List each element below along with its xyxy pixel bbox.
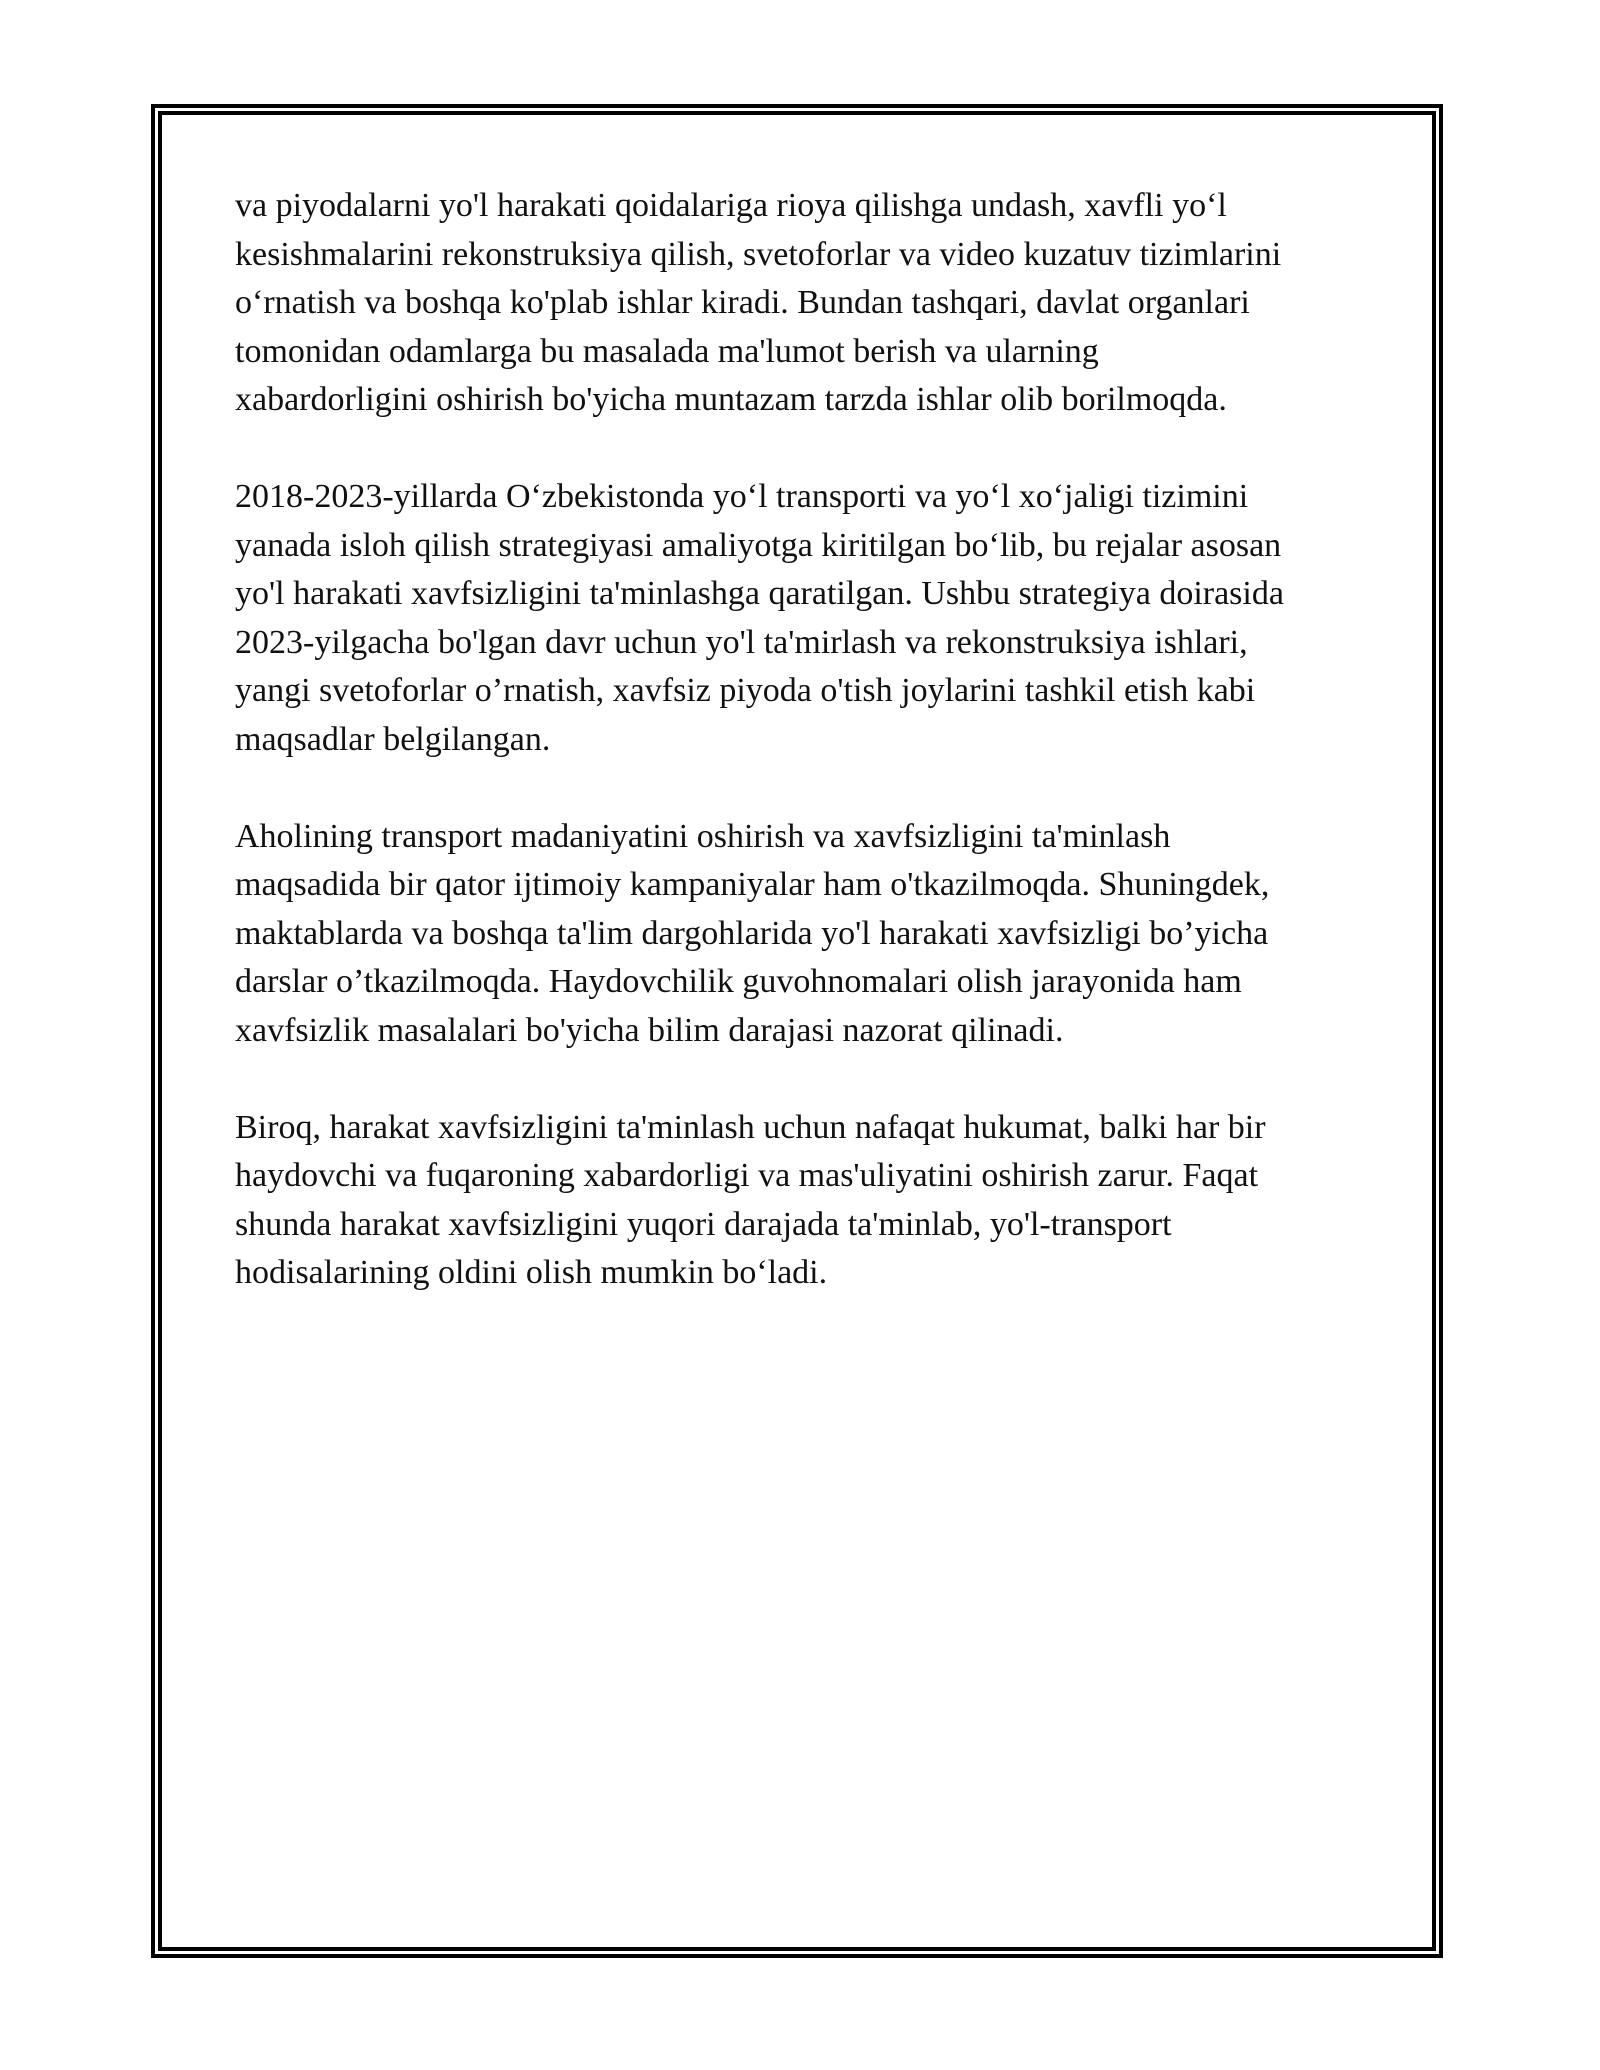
text-line: tomonidan odamlarga bu masalada ma'lumot berish va ularning [235,332,1099,370]
text-line: xavfsizlik masalalari bo'yicha bilim darajasi nazorat qilinadi. [235,1011,1064,1049]
paragraph-2 [235,473,1375,764]
text-line: yanada isloh qilish strategiyasi amaliyotga kiritilgan bo‘lib, bu rejalar asosan [235,526,1282,564]
document-body [235,182,1375,1346]
text-line: 2023-yilgacha bo'lgan davr uchun yo'l ta'mirlash va rekonstruksiya ishlari, [235,623,1248,661]
text-line: haydovchi va fuqaroning xabardorligi va mas'uliyatini oshirish zarur. Faqat [235,1157,1259,1194]
text-line: Aholining transport madaniyatini oshirish va xavfsizligini ta'minlash [235,817,1171,855]
text-line: shunda harakat xavfsizligini yuqori darajada ta'minlab, yo'l-transport [235,1205,1172,1243]
paragraph-4 [235,1104,1375,1298]
text-line: yo'l harakati xavfsizligini ta'minlashga qaratilgan. Ushbu strategiya doirasida [235,575,1284,612]
text-line: va piyodalarni yo'l harakati qoidalariga rioya qilishga undash, xavfli yo‘l [235,187,1227,224]
text-line: darslar o’tkazilmoqda. Haydovchilik guvohnomalari olish jarayonida ham [235,963,1242,1000]
text-line: maqsadlar belgilangan. [235,720,551,758]
text-line: maktablarda va boshqa ta'lim dargohlarida yo'l harakati xavfsizligi bo’yicha [235,914,1269,952]
text-line: Biroq, harakat xavfsizligini ta'minlash uchun nafaqat hukumat, balki har bir [235,1108,1266,1146]
text-line: maqsadida bir qator ijtimoiy kampaniyalar ham o'tkazilmoqda. Shuningdek, [235,866,1270,903]
text-line: xabardorligini oshirish bo'yicha muntazam tarzda ishlar olib borilmoqda. [235,381,1227,418]
text-line: kesishmalarini rekonstruksiya qilish, svetoforlar va video kuzatuv tizimlarini [235,235,1282,273]
paragraph-3 [235,813,1375,1056]
text-line: hodisalarining oldini olish mumkin bo‘ladi. [235,1254,828,1291]
text-line: yangi svetoforlar o’rnatish, xavfsiz piyoda o'tish joylarini tashkil etish kabi [235,672,1256,709]
text-line: o‘rnatish va boshqa ko'plab ishlar kiradi. Bundan tashqari, davlat organlari [235,284,1250,321]
text-line: 2018-2023-yillarda O‘zbekistonda yo‘l transporti va yo‘l xo‘jaligi tizimini [235,478,1249,515]
paragraph-1 [235,182,1375,425]
